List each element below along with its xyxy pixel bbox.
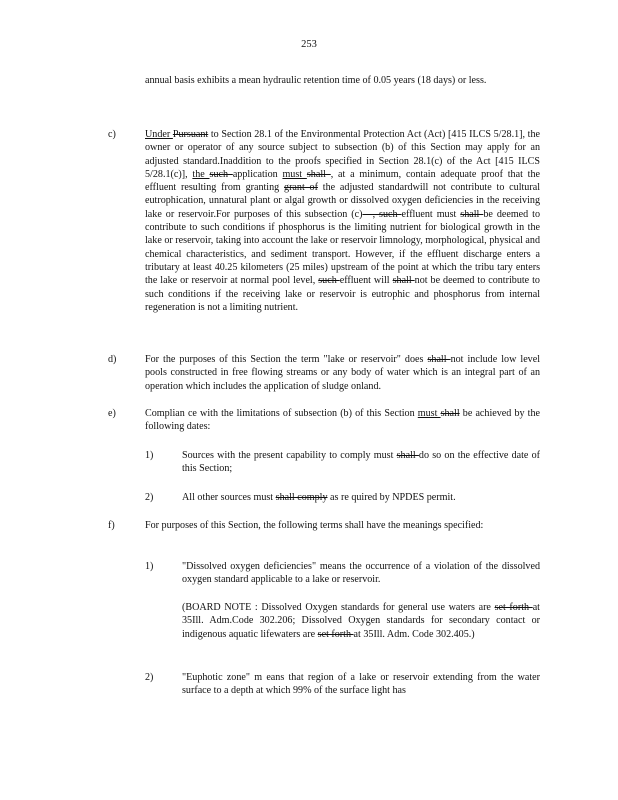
struck-text: shall comply [275, 492, 328, 503]
text-run: do so on the effective date of this Section; [182, 450, 540, 475]
clause-c-text [145, 128, 540, 314]
text-run: For purposes of this Section, the following terms shall have the meanings specified: [145, 520, 484, 531]
intro-paragraph [145, 74, 540, 87]
struck-text: set forth [494, 602, 533, 613]
clause-f-label: f) [108, 520, 115, 531]
struck-text: such [318, 275, 340, 287]
struck-text: set forth [317, 628, 354, 640]
clause-d-label: d) [108, 354, 117, 365]
text-run: be deemed to contribute to such conditions if phosphorus is the limiting nutrient for biological growth in the lake or reservoir, taking into account the lake or reservoir limnology, morphological, physical and chemical characteristics, and sediment transport. However, if the effluent discharge enters a tributary at least 40.25 kilometers (25 miles) upstream of the point at which the tribu tary enters the lake or reservoir at normal pool level, [145, 208, 541, 287]
text-run: All other sources must [182, 492, 276, 503]
text-run: application [232, 168, 283, 180]
clause-e2-label: 2) [145, 492, 154, 503]
clause-e-label: e) [108, 408, 116, 419]
text-run: (BOARD NOTE : Dissolved Oxygen standards for general use waters are [182, 602, 495, 613]
clause-f2-text [182, 671, 540, 698]
text-run: , at a minimum, contain adequate proof that the effluent resulting from granting [145, 168, 540, 194]
struck-text: shall [427, 354, 451, 365]
clause-d-text [145, 353, 540, 393]
text-run: be achieved by the following dates: [145, 408, 541, 433]
inserted-text: Under [145, 129, 173, 140]
text-run: not include low level pools constructed in free flowing streams or any body of water which is an integral part of an operation which includes the application of sludge onland. [145, 354, 540, 392]
clause-e2-text [182, 491, 540, 504]
clause-e1-label: 1) [145, 450, 154, 461]
inserted-text: the [192, 168, 210, 180]
struck-text: shall [306, 168, 331, 180]
text-run: "Euphotic zone" m eans that region of a lake or reservoir extending from the water surface to a depth at which 99% of the surface light has [182, 672, 540, 697]
board-note [182, 601, 540, 641]
struck-text: —, such [362, 208, 402, 220]
text-run: annual basis exhibits a mean hydraulic retention time of 0.05 years (18 days) or less. [145, 75, 487, 86]
clause-f-text [145, 519, 540, 532]
struck-text: such [209, 168, 233, 180]
clause-f1-label: 1) [145, 561, 154, 572]
struck-text: shall [392, 275, 415, 287]
clause-c-label: c) [108, 129, 116, 140]
struck-text: shall [460, 208, 484, 220]
clause-f1-text [182, 560, 540, 587]
text-run: Sources with the present capability to comply must [182, 450, 397, 461]
text-run: Complian ce with the limitations of subsection (b) of this Section [145, 408, 418, 419]
page-number: 253 [301, 39, 317, 50]
inserted-text: must [417, 408, 441, 419]
text-run: effluent must [401, 208, 461, 220]
text-run: to Section 28.1 of the Environmental Protection Act (Act) [415 ILCS 5/28.1], the owner or operator of any source subject to subsection (b) of this Section may apply for an adjusted standard.Inaddition to the proofs specified in Section 28.1(c) of the Act [415 ILCS 5/28.1(c)], [145, 129, 540, 180]
struck-text: shall [440, 408, 460, 419]
clause-e-text [145, 407, 540, 434]
clause-e1-text [182, 449, 540, 476]
text-run: the adjusted standardwill not contribute to cultural eutrophication, unnatural plant or algal growth or dissolved oxygen deficiencies in the receiving lake or reservoir.For purposes of this subsection (c) [145, 182, 541, 220]
struck-text: grant of [284, 182, 318, 194]
text-run: "Dissolved oxygen deficiencies" means the occurrence of a violation of the dissolved oxygen standard applicable to a lake or reservoir. [182, 561, 540, 586]
text-run: at 35Ill. Adm.Code 302.206; Dissolved Oxygen standards for secondary contact or indigenous aquatic lifewaters are [182, 602, 540, 640]
struck-text: shall [396, 450, 419, 461]
text-run: not be deemed to contribute to such conditions if the receiving lake or reservoir is eutrophic and phosphorus from internal regeneration is not a limiting nutrient. [145, 275, 540, 313]
struck-text: Pursuant [172, 129, 209, 140]
inserted-text: must [282, 168, 307, 180]
text-run: For the purposes of this Section the term "lake or reservoir" does [145, 354, 428, 365]
clause-f2-label: 2) [145, 672, 154, 683]
text-run: as re quired by NPDES permit. [327, 492, 456, 503]
text-run: effluent will [339, 275, 393, 287]
text-run: at 35Ill. Adm. Code 302.405.) [353, 628, 475, 640]
